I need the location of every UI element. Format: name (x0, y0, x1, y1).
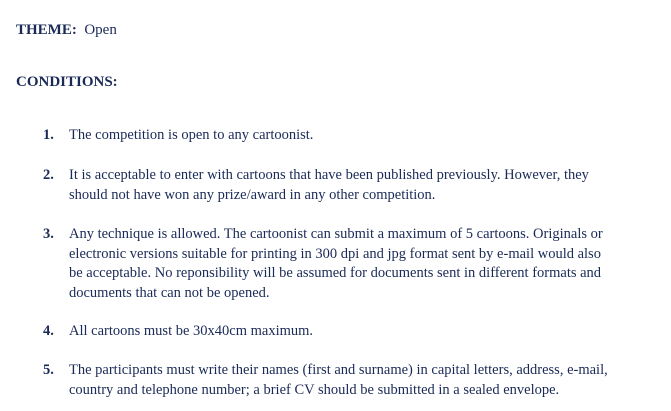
condition-line: The participants must write their names (first and surname) in capital letters, address, e-mail, (69, 362, 608, 378)
condition-line: The competition is open to any cartoonist. (69, 127, 314, 143)
condition-text (69, 361, 649, 400)
theme-label: THEME: (16, 22, 77, 38)
condition-line: be acceptable. No reponsibility will be assumed for documents sent in different formats and (69, 265, 602, 281)
condition-number: 2. (43, 167, 54, 183)
condition-line: All cartoons must be 30x40cm maximum. (69, 323, 314, 339)
condition-line: electronic versions suitable for printing in 300 dpi and jpg format sent by e-mail would also (69, 245, 601, 262)
condition-line: Any technique is allowed. The cartoonist can submit a maximum of 5 cartoons. Originals or (69, 226, 603, 242)
condition-number: 4. (43, 323, 54, 339)
condition-number: 3. (43, 226, 54, 242)
condition-text (69, 225, 649, 303)
theme-line (16, 21, 117, 40)
condition-text (69, 126, 649, 146)
condition-line: It is acceptable to enter with cartoons that have been published previously. However, they (69, 167, 589, 183)
condition-line: country and telephone number; a brief CV should be submitted in a sealed envelope. (69, 381, 560, 398)
conditions-heading: CONDITIONS: (16, 74, 118, 90)
condition-text (69, 166, 649, 205)
condition-line: should not have won any prize/award in any other competition. (69, 186, 436, 203)
condition-number: 5. (43, 362, 54, 378)
condition-line: documents that can not be opened. (69, 284, 270, 301)
condition-text (69, 322, 649, 342)
theme-value: Open (84, 22, 117, 38)
condition-number: 1. (43, 127, 54, 143)
